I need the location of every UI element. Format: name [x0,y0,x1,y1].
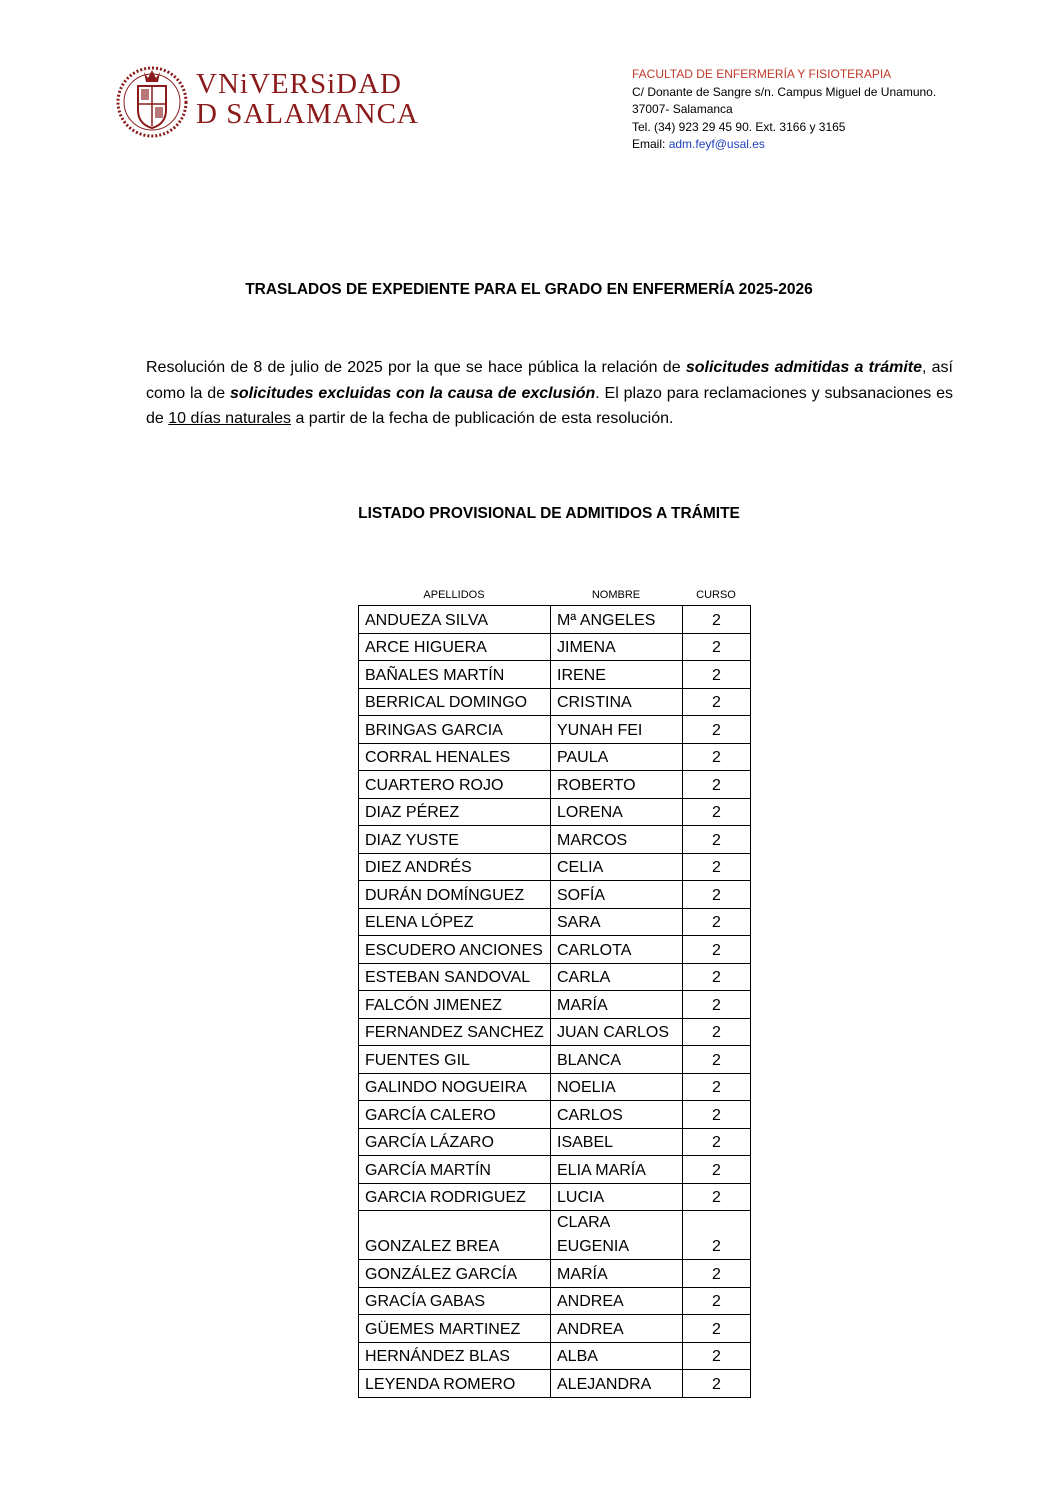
cell-curso: 2 [683,716,751,744]
cell-curso: 2 [683,1342,751,1370]
cell-nombre: CLARA EUGENIA [551,1211,683,1260]
cell-curso: 2 [683,1260,751,1288]
cell-curso: 2 [683,1101,751,1129]
cell-nombre: CRISTINA [551,688,683,716]
faculty-name: FACULTAD DE ENFERMERÍA Y FISIOTERAPIA [632,67,892,81]
table-row [359,936,751,964]
column-header-nombre: NOMBRE [591,589,641,601]
cell-nombre: CELIA [551,853,683,881]
cell-nombre: ROBERTO [551,771,683,799]
table-row [359,991,751,1019]
cell-apellidos: HERNÁNDEZ BLAS [359,1342,551,1370]
cell-apellidos: FUENTES GIL [359,1046,551,1074]
table-row [359,1156,751,1184]
cell-curso: 2 [683,661,751,689]
cell-nombre: CARLOTA [551,936,683,964]
cell-nombre: LORENA [551,798,683,826]
table-row [359,1183,751,1211]
faculty-phone: Tel. (34) 923 29 45 90. Ext. 3166 y 3165 [632,119,846,134]
cell-apellidos: GÜEMES MARTINEZ [359,1315,551,1343]
table-row [359,1342,751,1370]
cell-nombre: MARCOS [551,826,683,854]
table-row [359,743,751,771]
cell-curso: 2 [683,1156,751,1184]
resolution-text-1: Resolución de 8 de julio de 2025 por la que se hace pública la relación de [146,359,686,376]
university-logo [114,62,419,142]
cell-apellidos: GALINDO NOGUEIRA [359,1073,551,1101]
cell-curso: 2 [683,1370,751,1398]
cell-curso: 2 [683,1073,751,1101]
cell-apellidos: DIAZ PÉREZ [359,798,551,826]
cell-apellidos: DIAZ YUSTE [359,826,551,854]
table-row [359,908,751,936]
cell-curso: 2 [683,881,751,909]
resolution-emphasis-excluded: solicitudes excluidas con la causa de exclusión [229,384,596,402]
cell-nombre: MARÍA [551,991,683,1019]
logo-wordmark-line2: D SALAMANCA [196,98,419,130]
admitted-students-table-body [359,606,751,1398]
cell-apellidos: DIEZ ANDRÉS [359,853,551,881]
cell-curso: 2 [683,1128,751,1156]
cell-nombre: ANDREA [551,1315,683,1343]
cell-curso: 2 [683,1287,751,1315]
cell-curso: 2 [683,936,751,964]
cell-curso: 2 [683,826,751,854]
cell-apellidos: DURÁN DOMÍNGUEZ [359,881,551,909]
table-row [359,881,751,909]
table-row [359,633,751,661]
cell-curso: 2 [683,606,751,634]
table-row [359,1018,751,1046]
resolution-text-2: , así como la de [146,359,954,402]
table-row [359,1128,751,1156]
cell-curso: 2 [683,853,751,881]
table-row [359,606,751,634]
email-label: Email: [632,137,669,151]
resolution-deadline: 10 días naturales [168,410,291,427]
university-seal-icon [114,62,190,138]
cell-curso: 2 [683,1018,751,1046]
table-row [359,1370,751,1398]
cell-curso: 2 [683,963,751,991]
cell-nombre: YUNAH FEI [551,716,683,744]
cell-nombre: PAULA [551,743,683,771]
table-row [359,1287,751,1315]
cell-nombre: LUCIA [551,1183,683,1211]
table-row [359,661,751,689]
table-row [359,716,751,744]
cell-curso: 2 [683,633,751,661]
cell-apellidos: GRACÍA GABAS [359,1287,551,1315]
resolution-paragraph [146,355,953,432]
column-header-apellidos: APELLIDOS [423,589,485,601]
cell-apellidos: ARCE HIGUERA [359,633,551,661]
cell-nombre: JUAN CARLOS [551,1018,683,1046]
table-row [359,1101,751,1129]
table-row [359,1260,751,1288]
table-row [359,688,751,716]
cell-nombre: Mª ANGELES [551,606,683,634]
cell-nombre: NOELIA [551,1073,683,1101]
resolution-text-3: . El plazo para reclamaciones y subsanaciones es de [146,384,954,427]
cell-apellidos: ESTEBAN SANDOVAL [359,963,551,991]
cell-apellidos: GONZALEZ BREA [359,1211,551,1260]
cell-nombre: ALBA [551,1342,683,1370]
cell-curso: 2 [683,798,751,826]
logo-wordmark-line1: VNiVERSiDAD [196,68,402,100]
cell-curso: 2 [683,908,751,936]
cell-nombre: ANDREA [551,1287,683,1315]
cell-nombre: ALEJANDRA [551,1370,683,1398]
cell-curso: 2 [683,688,751,716]
cell-apellidos: ELENA LÓPEZ [359,908,551,936]
document-title: TRASLADOS DE EXPEDIENTE PARA EL GRADO EN ENFERMERÍA 2025-2026 [245,281,813,298]
resolution-text-4: a partir de la fecha de publicación de esta resolución. [291,410,674,427]
list-title: LISTADO PROVISIONAL DE ADMITIDOS A TRÁMITE [358,505,740,522]
cell-nombre: SOFÍA [551,881,683,909]
cell-apellidos: ANDUEZA SILVA [359,606,551,634]
cell-apellidos: GARCÍA CALERO [359,1101,551,1129]
cell-apellidos: CUARTERO ROJO [359,771,551,799]
cell-curso: 2 [683,991,751,1019]
cell-apellidos: GARCÍA LÁZARO [359,1128,551,1156]
faculty-contact-block [632,66,936,154]
cell-curso: 2 [683,1211,751,1260]
cell-curso: 2 [683,771,751,799]
cell-apellidos: CORRAL HENALES [359,743,551,771]
table-row [359,963,751,991]
cell-apellidos: GONZÁLEZ GARCÍA [359,1260,551,1288]
cell-apellidos: BRINGAS GARCIA [359,716,551,744]
cell-curso: 2 [683,743,751,771]
cell-nombre: MARÍA [551,1260,683,1288]
admitted-students-table [358,605,751,1398]
faculty-email-line [632,136,936,154]
resolution-emphasis-admitted: solicitudes admitidas a trámite [685,359,922,376]
cell-apellidos: BAÑALES MARTÍN [359,661,551,689]
cell-apellidos: ESCUDERO ANCIONES [359,936,551,964]
cell-apellidos: LEYENDA ROMERO [359,1370,551,1398]
faculty-city: 37007- Salamanca [632,102,733,116]
cell-nombre: BLANCA [551,1046,683,1074]
cell-curso: 2 [683,1183,751,1211]
faculty-address: C/ Donante de Sangre s/n. Campus Miguel de Unamuno. [632,84,937,99]
cell-nombre: CARLA [551,963,683,991]
cell-curso: 2 [683,1046,751,1074]
cell-curso: 2 [683,1315,751,1343]
cell-nombre: CARLOS [551,1101,683,1129]
table-row [359,1315,751,1343]
cell-apellidos: BERRICAL DOMINGO [359,688,551,716]
cell-nombre: SARA [551,908,683,936]
column-header-curso: CURSO [696,589,736,601]
table-row [359,798,751,826]
cell-nombre: JIMENA [551,633,683,661]
cell-nombre: IRENE [551,661,683,689]
cell-nombre: ELIA MARÍA [551,1156,683,1184]
table-row [359,1073,751,1101]
cell-apellidos: FERNANDEZ SANCHEZ [359,1018,551,1046]
cell-apellidos: GARCIA RODRIGUEZ [359,1183,551,1211]
cell-nombre: ISABEL [551,1128,683,1156]
table-row [359,1046,751,1074]
cell-apellidos: GARCÍA MARTÍN [359,1156,551,1184]
table-row [359,771,751,799]
cell-apellidos: FALCÓN JIMENEZ [359,991,551,1019]
table-row [359,826,751,854]
table-row [359,1211,751,1260]
email-link[interactable]: adm.feyf@usal.es [668,137,765,151]
table-row [359,853,751,881]
